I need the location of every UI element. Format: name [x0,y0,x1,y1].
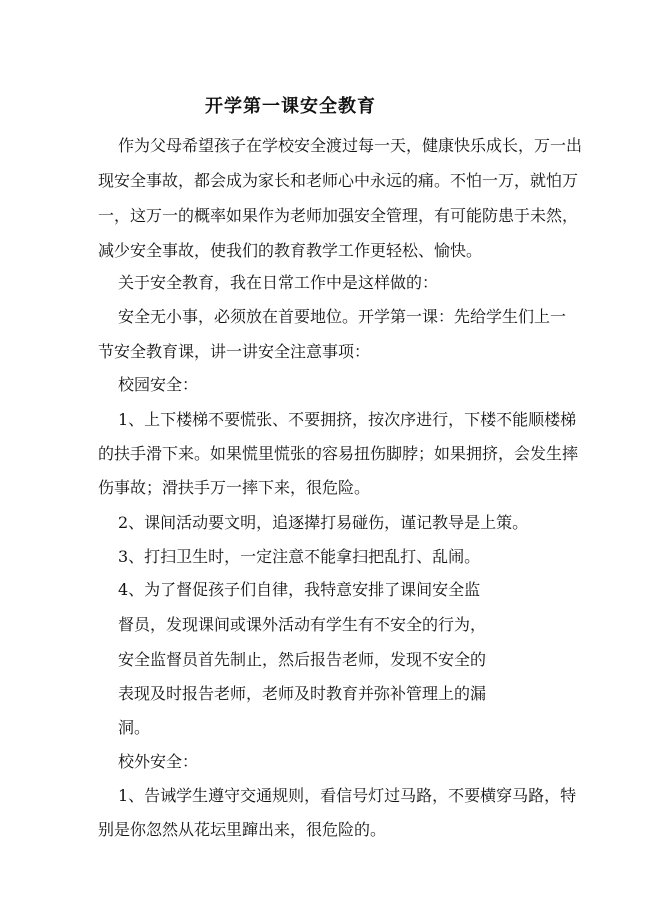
offcampus-safety-heading: 校外安全： [118,752,199,771]
campus-item-4-line-3: 安全监督员首先制止，然后报告老师，发现不安全的 [118,650,487,669]
paragraph-3-line-2: 节安全教育课，讲一讲安全注意事项： [98,342,371,361]
campus-item-1-line-3: 伤事故；滑扶手万一摔下来，很危险。 [98,478,371,497]
campus-item-1-line-1: 1、上下楼梯不要慌张、不要拥挤，按次序进行，下楼不能顺楼梯 [118,410,577,429]
campus-item-1-line-2: 的扶手滑下来。如果慌里慌张的容易扭伤脚脖；如果拥挤，会发生摔 [98,444,579,463]
offcampus-item-1-line-2: 别是你忽然从花坛里蹿出来，很危险的。 [98,820,387,839]
campus-item-2: 2、课间活动要文明，追逐撵打易碰伤，谨记教导是上策。 [118,513,529,532]
campus-safety-heading: 校园安全： [118,375,199,394]
campus-item-4-line-2: 督员，发现课间或课外活动有学生有不安全的行为， [118,615,487,634]
campus-item-4-line-1: 4、为了督促孩子们自律，我特意安排了课间安全监 [118,580,481,599]
paragraph-1-line-1: 作为父母希望孩子在学校安全渡过每一天，健康快乐成长，万一出 [118,136,583,155]
paragraph-1-line-2: 现安全事故，都会成为家长和老师心中永远的痛。不怕一万，就怕万 [98,171,579,190]
paragraph-2-line-1: 关于安全教育，我在日常工作中是这样做的： [118,273,439,292]
campus-item-3: 3、打扫卫生时，一定注意不能拿扫把乱打、乱闹。 [118,547,481,566]
campus-item-4-line-5: 洞。 [118,718,151,737]
paragraph-1-line-3: 一，这万一的概率如果作为老师加强安全管理，有可能防患于未然， [98,206,579,225]
document-title: 开学第一课安全教育 [205,96,376,117]
paragraph-3-line-1: 安全无小事，必须放在首要地位。开学第一课：先给学生们上一 [118,307,567,326]
campus-item-4-line-4: 表现及时报告老师，老师及时教育并弥补管理上的漏 [118,684,487,703]
offcampus-item-1-line-1: 1、告诫学生遵守交通规则，看信号灯过马路，不要横穿马路，特 [118,786,577,805]
paragraph-1-line-4: 减少安全事故，使我们的教育教学工作更轻松、愉快。 [98,241,483,260]
